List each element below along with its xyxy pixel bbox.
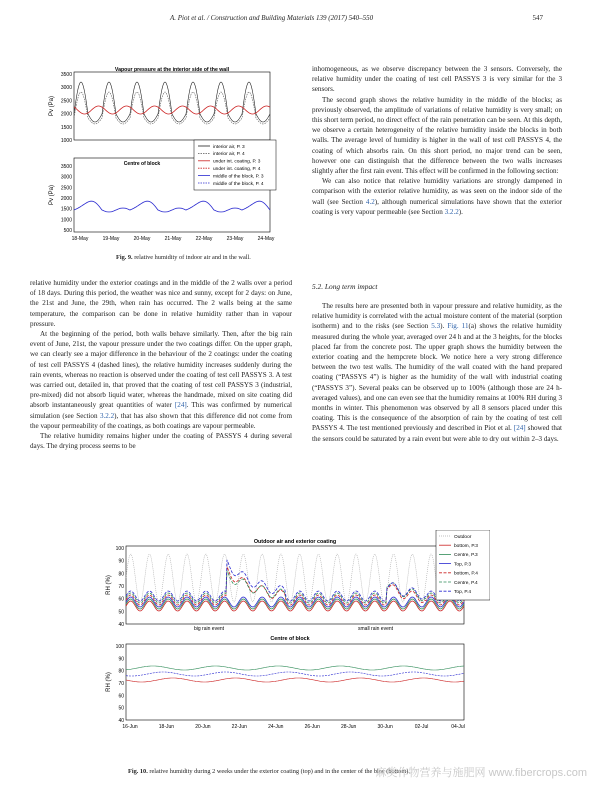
fig10-xtick: 24-Jun (268, 724, 284, 730)
fig9-ytick: 1000 (60, 138, 72, 144)
fig10-top-title: Outdoor air and exterior coating (253, 539, 337, 545)
section-heading: 5.2. Long term impact (312, 282, 378, 291)
ref-section-5-3[interactable]: 5.3 (431, 322, 441, 331)
fig9-caption (116, 254, 251, 261)
fig9-ytick: 1500 (60, 206, 72, 213)
fig10-xtick: 16-Jun (122, 724, 138, 730)
running-title: A. Piot et al. / Construction and Building Materials 139 (2017) 540–550 (170, 14, 374, 22)
fig9-legend-entry: middle of the block, P. 4 (213, 181, 264, 187)
fig10-ytick: 70 (118, 681, 124, 687)
fig9-ytick: 1000 (60, 217, 72, 224)
fig10-ytick: 90 (118, 656, 124, 663)
page-number: 547 (532, 14, 543, 22)
fig10-bottom-title: Centre of block (270, 636, 310, 642)
fig10-caption (128, 768, 410, 775)
ref-24b[interactable]: [24] (513, 424, 526, 433)
fig10-xtick: 22-Jun (231, 724, 247, 730)
fig9-legend-entry: interior air, P. 4 (213, 152, 245, 158)
fig9-ytick: 500 (63, 228, 72, 234)
fig9-legend-entry: under int. coating, P. 3 (213, 159, 261, 165)
fig9-top-title: Vapour pressure at the interior side of the wall (114, 67, 230, 73)
fig9-xtick: 23-May (226, 236, 244, 242)
fig10-ytick: 60 (118, 596, 124, 603)
fig9-legend-entry: interior air, P. 3 (213, 144, 245, 150)
fig9-bottom-title: Centre of block (123, 161, 161, 167)
fig9-legend-entry: middle of the block, P. 3 (213, 174, 264, 180)
fig9-xtick: 19-May (102, 236, 120, 242)
fig10-xtick: 04-Jul (451, 724, 465, 730)
fig10-bottom-ylabel: RH (%) (106, 672, 112, 692)
ref-section-3-2-2[interactable]: 3.2.2 (444, 207, 459, 216)
fig9-xtick: 24-May (257, 236, 275, 242)
fig10-legend-entry: Top, P.4 (454, 590, 471, 595)
fig10-ytick: 90 (118, 558, 124, 565)
fig10-top-ylabel: RH (%) (106, 575, 112, 595)
fig10-xtick: 26-Jun (304, 724, 320, 730)
fig10-caption-label: Fig. 10. (128, 768, 148, 775)
fig9-ytick: 2000 (60, 111, 72, 118)
fig10-ytick: 70 (118, 584, 124, 590)
fig9-ytick: 2000 (60, 196, 72, 202)
fig10-xtick: 30-Jun (377, 724, 393, 730)
fig10-legend-entry: bottom, P.3 (454, 544, 478, 549)
right-column-top (312, 64, 562, 217)
left-para-3: The relative humidity remains higher under the coating of PASSYS 4 during several days. The drying process seems to be (30, 432, 292, 451)
watermark: 麻类作物营养与施肥网 www.fibercrops.com (375, 767, 587, 779)
right-para-2: The second graph shows the relative humidity in the middle of the blocks; as previously observed, the amplitude of variations of relative humidity is very small; on this short term period, no direct effect of the rain penetration can be seen. At this depth, we observe a certain heterogeneity of the relative humidity inside the blocks in both walls. The average level of humidity is higher in the wall of test cell PASSYS 4, the coating of which absorbs rain. On this short period, no major trend can be seen, however one can distinguish that the difference between the two walls increases slightly after the first rain event. This effect will be confirmed in the following section: (312, 95, 562, 176)
fig10-xtick: 18-Jun (158, 724, 175, 730)
figure-10 (90, 530, 490, 764)
fig9-ytick: 3500 (60, 72, 72, 78)
fig9-ytick: 1500 (60, 124, 72, 131)
fig9-xtick: 20-May (133, 236, 151, 242)
left-para-2: At the beginning of the period, both walls behave similarly. Then, after the big rain event of June, 21st, the vapour pressure under the two coatings differ. On the upper graph, we can clearly see a major difference in the behaviour of the 2 coatings: under the coating of test cell PASSYS 4 (dashed lines), the relative humidity increases suddenly during the rain events, whereas no reaction is observed under the coating of test cell PASSYS 3. A test was carried out, detailed in, that proved that the coating of test cell PASSYS 3 (industrial, pre-mixed) did not absorb liquid water, whereas the handmade, mixed on site coating did absorb instantaneously great quantities of water [24]. This was confirmed by numerical simulation (see Section 3.2.2), that has also shown that this difference did not come from the vapour permeability of the coatings, as both coatings are vapour permeable. (30, 330, 292, 430)
fig10-ytick: 80 (118, 571, 124, 578)
fig10-ytick: 100 (115, 546, 124, 552)
fig10-legend-entry: Top, P.3 (454, 562, 471, 568)
fig10-top-panel (126, 546, 464, 624)
ref-section-3-2-2[interactable]: 3.2.2 (99, 411, 115, 420)
left-column (30, 278, 292, 451)
fig10-ytick: 100 (115, 644, 124, 650)
fig10-xtick: 28-Jun (341, 724, 357, 730)
fig10-caption-text: relative humidity during 2 weeks under the exterior coating (top) and in the center of the bloc (bottom). (149, 768, 410, 775)
fig10-legend-entry: bottom, P.4 (454, 571, 478, 577)
annotation-big-rain: big rain event (194, 626, 225, 632)
fig9-ytick: 2500 (60, 98, 72, 105)
fig10-xtick: 20-Jun (195, 724, 211, 730)
fig10-ytick: 60 (118, 693, 124, 700)
fig10-ytick: 40 (118, 718, 124, 724)
fig9-xtick: 21-May (164, 236, 182, 242)
fig9-top-ylabel: Pv (Pa) (49, 95, 55, 117)
fig9-xtick: 18-May (71, 236, 89, 242)
fig10-legend-entry: Centre, P.4 (454, 580, 478, 586)
fig9-caption-label: Fig. 9. (116, 254, 133, 261)
figure-9 (44, 62, 284, 252)
right-column-bottom (312, 301, 562, 444)
fig10-ytick: 80 (118, 668, 124, 675)
fig10-legend-entry: Centre, P.3 (454, 553, 478, 559)
fig9-xtick: 22-May (195, 236, 213, 242)
fig9-caption-text: relative humidity of indoor air and in the wall. (134, 254, 251, 261)
fig9-legend-entry: under int. coating, P. 4 (213, 167, 261, 172)
fig10-ytick: 50 (118, 609, 124, 616)
fig10-ytick: 40 (118, 622, 124, 628)
annotation-small-rain: small rain event (358, 626, 394, 632)
right-para-4: The results here are presented both in vapour pressure and relative humidity, as the relative humidity is correlated with the actual moisture content of the material (sorption isotherm) and to the risks (see Section 5.3). Fig. 11(a) shows the relative humidity measured during the whole year, averaged over 24 h and at the 3 heights, for the blocks placed far from the concrete post. The upper graph shows the humidity between the exterior coating and the hempcrete block. We notice here a very strong difference between the two test walls. The humidity of the wall coated with the hand prepared coating (“PASSYS 4”) is higher as the humidity of the wall with industrial coating (“PASSYS 3”). Several peaks can be observed up to 100% (although those are 24 h-averaged values), and one can even see that the humidity remains at 100% RH during 3 months in winter. This phenomenon was observed by all 8 sensors placed under this coating. This is the consequence of the absorption of rain by the coating of test cell PASSYS 4. The test mentioned previously and described in Piot et al. [24] showed that the sensors could be saturated by a rain event but were able to dry out within 2–3 days. (312, 302, 562, 443)
fig9-bottom-ylabel: Pv (Pa) (49, 184, 55, 206)
fig9-ytick: 2500 (60, 185, 72, 192)
left-para-1: relative humidity under the exterior coatings and in the middle of the 2 walls over a period of 18 days. During this period, the weather was nice and sunny, except for 2 days: on June, the 21st and June, the 29th, when rain has occurred. The 2 walls being at the same temperature, the comparison can be done in relative humidity rather than in vapour pressure. (30, 279, 292, 328)
fig9-ytick: 3000 (60, 174, 72, 181)
fig10-xtick: 02-Jul (414, 724, 429, 730)
fig10-legend-entry: Outdoor (454, 534, 472, 540)
ref-24[interactable]: [24] (174, 401, 187, 410)
fig9-ytick: 3500 (60, 164, 72, 170)
fig10-bottom-panel (126, 644, 464, 720)
right-para-1: inhomogeneous, as we observe discrepancy between the 3 sensors. Conversely, the relative humidity under the coating of test cell PASSYS 3 is very similar for the 3 sensors. (312, 65, 562, 94)
ref-fig-11[interactable]: Fig. 11 (447, 322, 469, 331)
fig9-ytick: 3000 (60, 85, 72, 92)
ref-section-4-2[interactable]: 4.2 (365, 197, 375, 206)
fig10-ytick: 50 (118, 705, 124, 712)
right-para-3: We can also notice that relative humidity variations are strongly dampened in comparison with the exterior relative humidity, as was seen on the indoor side of the wall (see Section 4.2), although numerical simulations have shown that the exterior coating is very vapour permeable (see Section 3.2.2). (312, 177, 563, 216)
